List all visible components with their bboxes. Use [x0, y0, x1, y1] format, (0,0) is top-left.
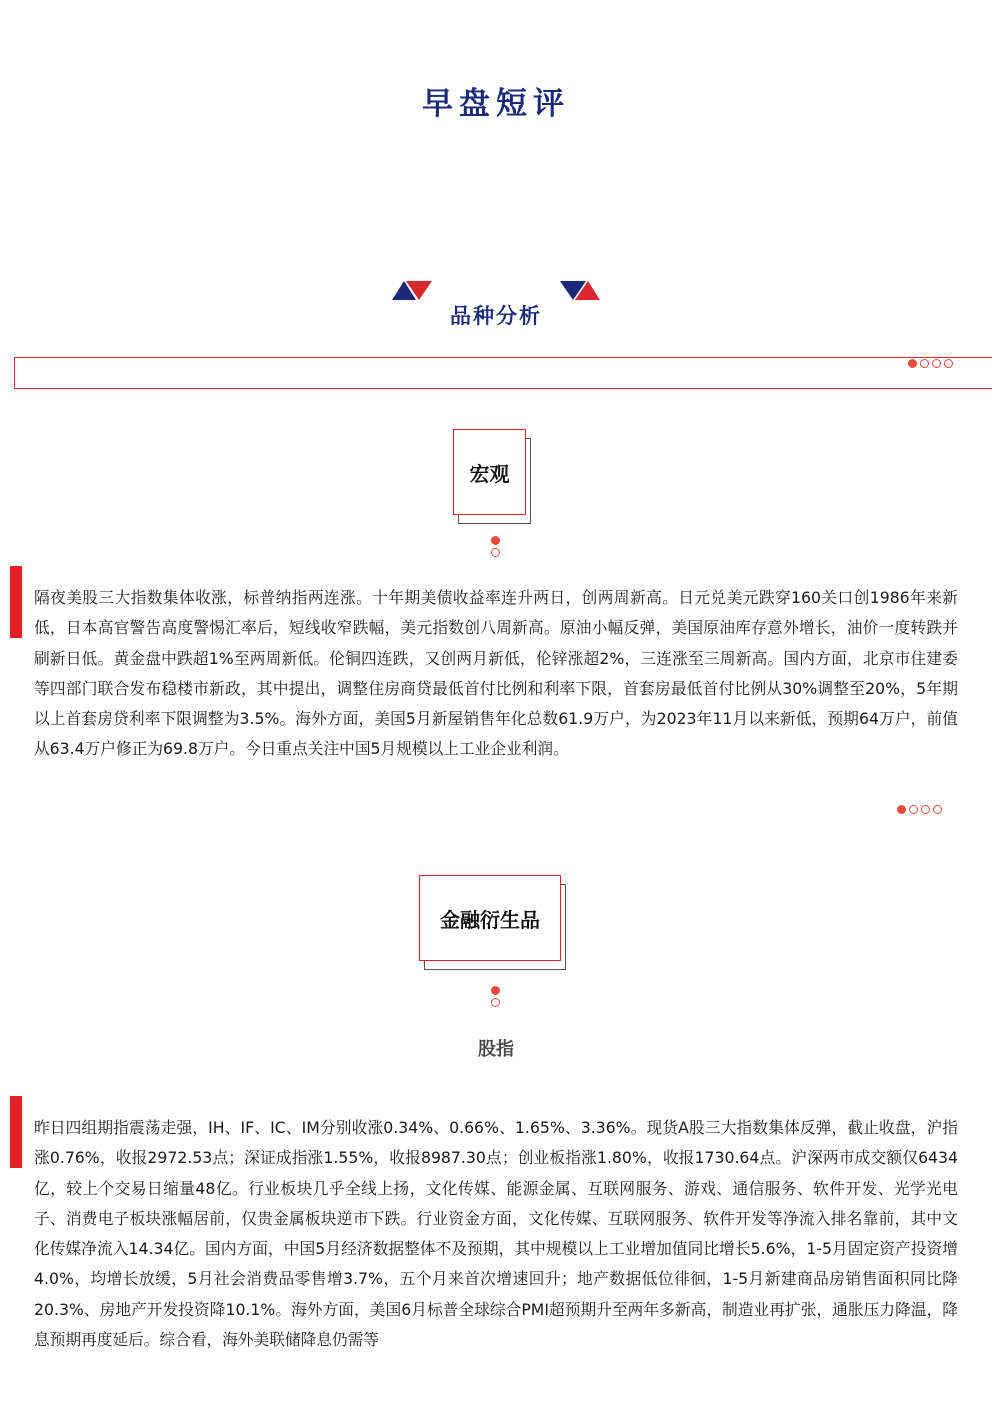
derivatives-paragraph: 昨日四组期指震荡走强，IH、IF、IC、IM分别收涨0.34%、0.66%、1.65%、3.36%。现货A股三大指数集体反弹，截止收盘，沪指涨0.76%，收报2972.53点；深证成指涨1.55%，收报8987.30点；创业板指涨1.80%，收报1730.64点。沪深两市成交额仅6434亿，较上个交易日缩量48亿。行业板块几乎全线上扬，文化传媒、能源金属、互联网服务、游戏、通信服务、软件开发、光学光电子、消费电子板块涨幅居前，仅贵金属板块逆市下跌。行业资金方面，文化传媒、互联网服务、软件开发等净流入排名靠前，其中文化传媒净流入14.34亿。国内方面，中国5月经济数据整体不及预期，其中规模以上工业增加值同比增长5.6%，1-5月固定资产投资增4.0%，均增长放缓，5月社会消费品零售增3.7%，五个月来首次增速回升；地产数据低位徘徊，1-5月新建商品房销售面积同比降20.3%、房地产开发投资降10.1%。海外方面，美国6月标普全球综合PMI超预期升至两年多新高，制造业再扩张，通胀压力降温，降息预期再度延后。综合看，海外美联储降息仍需等	[34, 1118, 958, 1350]
dots-decoration-icon	[908, 359, 953, 368]
vertical-dots-icon	[491, 536, 500, 557]
section-banner	[14, 357, 992, 389]
page-title: 早盘短评	[422, 86, 570, 122]
vertical-dots-icon	[491, 986, 500, 1007]
derivatives-box-label: 金融衍生品	[419, 875, 561, 961]
derivatives-accent-bar	[10, 1096, 22, 1168]
derivatives-section-box	[419, 875, 561, 961]
macro-accent-bar	[10, 566, 22, 638]
section-heading: 品种分析	[450, 304, 542, 328]
stock-index-heading: 股指	[478, 1039, 514, 1060]
dots-decoration-icon	[897, 805, 942, 814]
macro-section-box	[453, 429, 526, 515]
macro-paragraph: 隔夜美股三大指数集体收涨，标普纳指两连涨。十年期美债收益率连升两日，创两周新高。日元兑美元跌穿160关口创1986年来新低，日本高官警告高度警惕汇率后，短线收窄跌幅，美元指数创八周新高。原油小幅反弹，美国原油库存意外增长，油价一度转跌并刷新日低。黄金盘中跌超1%至两周新低。伦铜四连跌，又创两月新低，伦锌涨超2%，三连涨至三周新高。国内方面，北京市住建委等四部门联合发布稳楼市新政，其中提出，调整住房商贷最低首付比例和利率下限，首套房最低首付比例从30%调整至20%，5年期以上首套房贷利率下限调整为3.5%。海外方面，美国5月新屋销售年化总数61.9万户，为2023年11月以来新低，预期64万户，前值从63.4万户修正为69.8万户。今日重点关注中国5月规模以上工业企业利润。	[34, 588, 958, 759]
triangle-decoration-right-icon	[558, 279, 602, 301]
triangle-decoration-left-icon	[390, 279, 434, 301]
macro-box-label: 宏观	[453, 429, 526, 515]
